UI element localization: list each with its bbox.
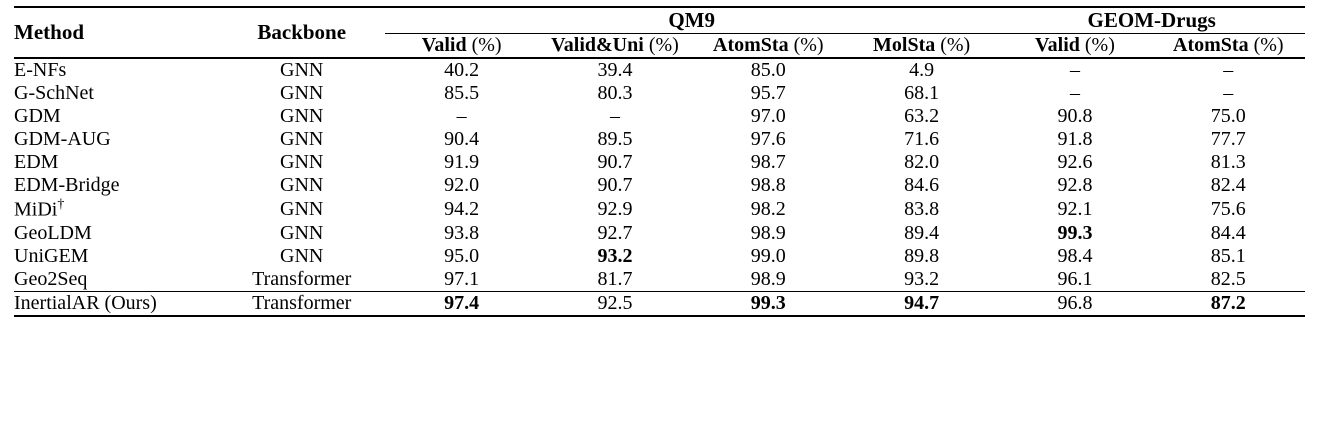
- col-unit: (%): [940, 34, 971, 56]
- table-row: [14, 222, 1305, 245]
- cell-backbone: Transformer: [218, 291, 385, 316]
- cell-metric: 82.4: [1210, 174, 1246, 196]
- cell-method: [14, 291, 218, 316]
- cell-metric: 63.2: [904, 105, 940, 127]
- cell-metric: 90.4: [444, 128, 480, 150]
- cell-metric: 75.0: [1210, 105, 1246, 127]
- cell-metric: 89.8: [904, 244, 940, 267]
- cell-metric: 85.1: [1210, 244, 1246, 267]
- cell-metric: 98.8: [750, 174, 786, 196]
- cell-method: [14, 82, 218, 105]
- cell-metric: 68.1: [904, 82, 940, 104]
- cell-backbone: GNN: [218, 58, 385, 82]
- cell-metric: 97.0: [750, 105, 786, 127]
- cell-metric: 92.7: [597, 221, 633, 244]
- col-name: AtomSta: [713, 34, 789, 56]
- cell-metric: 84.4: [1210, 221, 1246, 244]
- results-table: [14, 6, 1305, 317]
- cell-backbone: GNN: [280, 128, 324, 150]
- cell-metric: 75.6: [1210, 197, 1246, 220]
- cell-method: [14, 128, 218, 151]
- cell-metric: 81.3: [1210, 151, 1246, 173]
- col-unit: (%): [793, 34, 824, 56]
- cell-method: [14, 245, 218, 268]
- method-label: E-NFs: [14, 59, 67, 81]
- method-label: Geo2Seq: [14, 267, 88, 290]
- cell-method: [14, 151, 218, 174]
- col-name: Valid: [1035, 34, 1080, 56]
- cell-metric: 71.6: [904, 128, 940, 150]
- table-row: [14, 151, 1305, 174]
- cell-method: [14, 268, 218, 292]
- col-unit: (%): [1084, 34, 1115, 56]
- cell-metric: –: [1152, 58, 1305, 82]
- cell-metric: 90.7: [597, 174, 633, 196]
- table-row: [14, 58, 1305, 82]
- cell-metric: –: [998, 58, 1151, 82]
- method-label: GDM-AUG: [14, 128, 111, 150]
- cell-metric: 98.9: [692, 268, 845, 292]
- cell-backbone: GNN: [280, 197, 324, 220]
- group-header-row: [14, 7, 1305, 33]
- cell-backbone: GNN: [280, 244, 324, 267]
- cell-metric: 89.5: [597, 128, 633, 150]
- cell-metric: –: [1223, 82, 1234, 104]
- method-label: G-SchNet: [14, 82, 94, 104]
- cell-metric: 92.0: [444, 174, 480, 196]
- cell-metric: 85.5: [444, 82, 480, 104]
- cell-metric: 95.0: [444, 244, 480, 267]
- cell-metric: 99.3: [1057, 221, 1093, 244]
- table-row: [14, 82, 1305, 105]
- cell-backbone: GNN: [280, 174, 324, 196]
- cell-backbone: GNN: [280, 105, 324, 127]
- cell-metric: 92.1: [1057, 197, 1093, 220]
- cell-metric: 77.7: [1210, 128, 1246, 150]
- cell-metric: 90.7: [597, 151, 633, 173]
- method-label: EDM: [14, 151, 59, 173]
- cell-metric: –: [609, 105, 620, 127]
- method-label: MiDi: [14, 198, 58, 221]
- col-unit: (%): [471, 34, 502, 56]
- cell-backbone: GNN: [280, 221, 324, 244]
- col-name: Valid: [421, 34, 467, 56]
- column-header-qm9-valid: [385, 34, 538, 58]
- cell-backbone: Transformer: [218, 268, 385, 292]
- cell-metric: 98.2: [750, 197, 786, 220]
- cell-metric: 82.5: [1152, 268, 1305, 292]
- cell-metric: 96.8: [998, 291, 1151, 316]
- cell-metric: 83.8: [904, 197, 940, 220]
- cell-metric: 81.7: [538, 268, 691, 292]
- col-unit: (%): [1253, 34, 1284, 56]
- col-unit: (%): [648, 34, 679, 56]
- cell-metric: 97.1: [385, 268, 538, 292]
- cell-metric: 95.7: [750, 82, 786, 104]
- column-header-qm9-molsta: [845, 34, 998, 58]
- cell-metric: 98.7: [750, 151, 786, 173]
- cell-metric: 96.1: [998, 268, 1151, 292]
- cell-metric: 97.6: [750, 128, 786, 150]
- table-row: [14, 174, 1305, 197]
- cell-metric: 82.0: [904, 151, 940, 173]
- method-label: GDM: [14, 105, 61, 127]
- col-name: MolSta: [873, 34, 936, 56]
- cell-metric: 93.8: [444, 221, 480, 244]
- group-header-qm9: QM9: [385, 7, 998, 33]
- cell-metric: 85.0: [692, 58, 845, 82]
- method-label: InertialAR (Ours): [14, 291, 157, 314]
- cell-metric: 97.4: [385, 291, 538, 316]
- method-label: GeoLDM: [14, 221, 92, 244]
- cell-metric: 89.4: [904, 221, 940, 244]
- cell-metric: 80.3: [597, 82, 633, 104]
- cell-metric: 94.2: [444, 197, 480, 220]
- header-method: Method: [14, 7, 218, 58]
- cell-metric: –: [456, 105, 467, 127]
- col-name: Valid&Uni: [551, 34, 644, 56]
- cell-metric: 98.4: [1057, 244, 1093, 267]
- cell-method: [14, 105, 218, 128]
- header-backbone: Backbone: [218, 7, 385, 58]
- column-header-geom-valid: [998, 34, 1151, 58]
- cell-metric: 92.5: [538, 291, 691, 316]
- cell-metric: 4.9: [845, 58, 998, 82]
- cell-method: [14, 197, 218, 222]
- cell-metric: 40.2: [385, 58, 538, 82]
- group-header-geom-drugs: GEOM-Drugs: [998, 7, 1305, 33]
- cell-method: [14, 58, 218, 82]
- dagger-marker: †: [57, 197, 65, 212]
- cell-metric: 94.7: [845, 291, 998, 316]
- cell-metric: 99.0: [750, 244, 786, 267]
- cell-backbone: GNN: [280, 82, 324, 104]
- column-header-qm9-atomsta: [692, 34, 845, 58]
- table-row: [14, 128, 1305, 151]
- cell-metric: –: [1069, 82, 1080, 104]
- col-name: AtomSta: [1173, 34, 1249, 56]
- cell-metric: 92.9: [597, 197, 633, 220]
- cell-metric: 87.2: [1152, 291, 1305, 316]
- cell-metric: 92.8: [1057, 174, 1093, 196]
- table-row: [14, 105, 1305, 128]
- cell-backbone: GNN: [280, 151, 324, 173]
- cell-metric: 91.9: [444, 151, 480, 173]
- cell-metric: 98.9: [750, 221, 786, 244]
- cell-method: [14, 174, 218, 197]
- cell-metric: 93.2: [845, 268, 998, 292]
- method-label: EDM-Bridge: [14, 174, 120, 196]
- table-row: [14, 268, 1305, 292]
- column-header-geom-atomsta: [1152, 34, 1305, 58]
- method-label: UniGEM: [14, 244, 89, 267]
- table-row: [14, 245, 1305, 268]
- cell-metric: 84.6: [904, 174, 940, 196]
- cell-metric: 90.8: [1057, 105, 1093, 127]
- results-table-body: [14, 58, 1305, 316]
- cell-metric: 92.6: [1057, 151, 1093, 173]
- cell-metric: 93.2: [597, 244, 633, 267]
- table-row: [14, 197, 1305, 222]
- table-row: [14, 291, 1305, 316]
- column-header-qm9-valid-uni: [538, 34, 691, 58]
- cell-metric: 39.4: [538, 58, 691, 82]
- cell-metric: 99.3: [692, 291, 845, 316]
- cell-method: [14, 222, 218, 245]
- cell-metric: 91.8: [1057, 128, 1093, 150]
